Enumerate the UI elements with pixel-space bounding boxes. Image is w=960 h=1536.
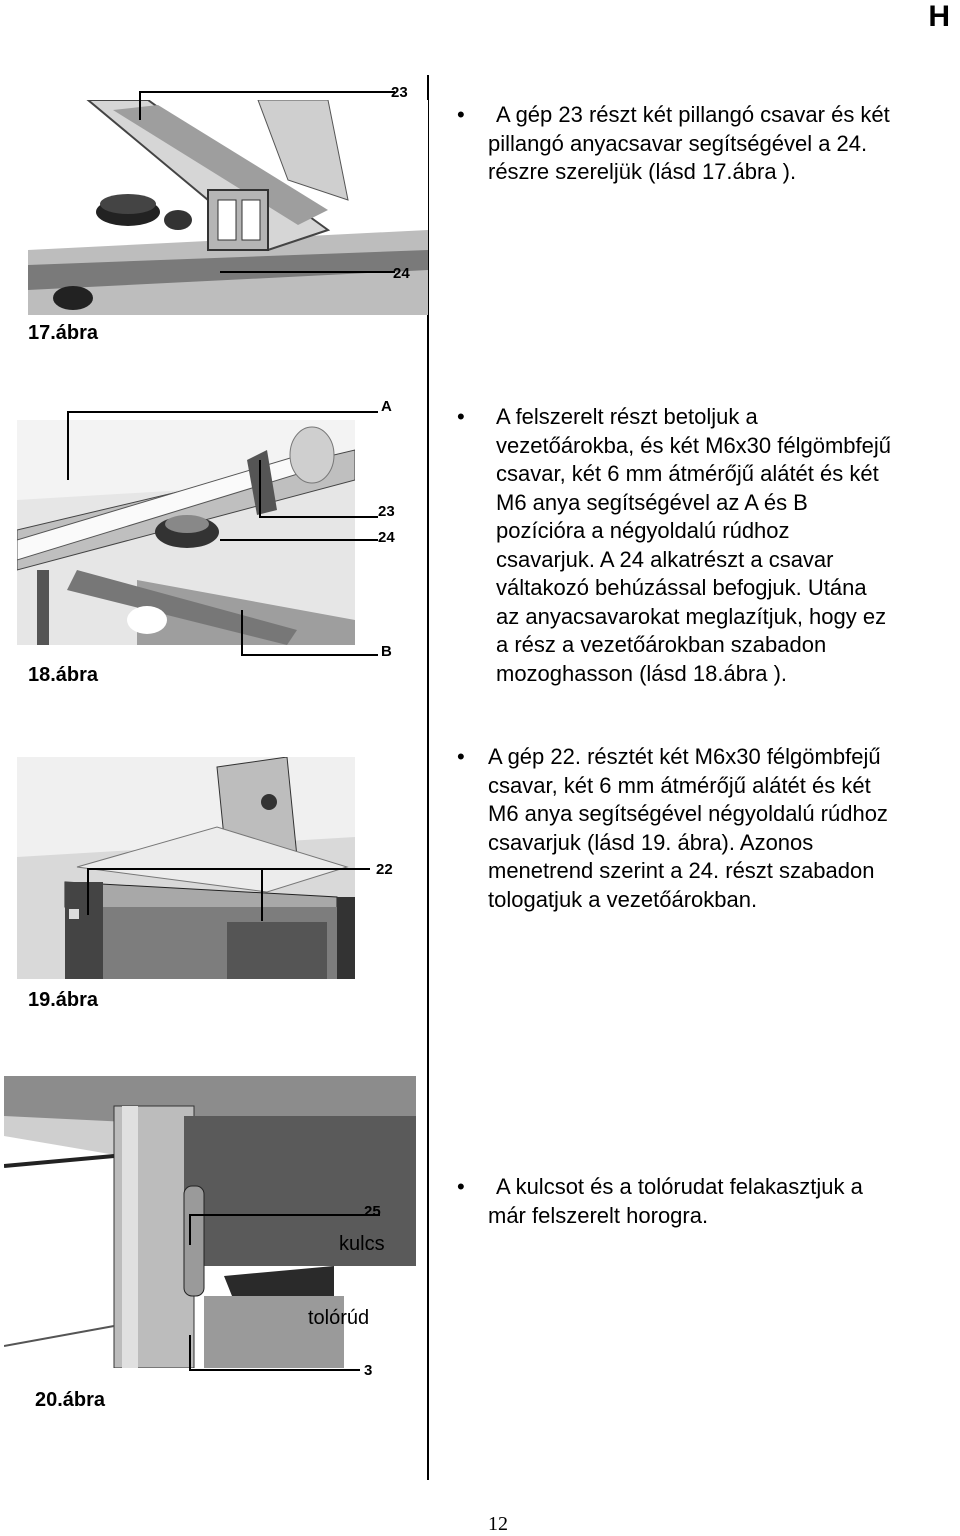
paragraph-1: A gép 23 részt két pillangó csavar és két pillangó anyacsavar segítségével a 24. részre szereljük (lásd 17.ábra ). (488, 102, 890, 184)
figure-18-leaders (60, 400, 400, 660)
figure-20-leaders (180, 1205, 390, 1375)
figure-19-caption: 19.ábra (28, 989, 99, 1011)
bullet-icon: • (457, 744, 465, 769)
label-tolorud: tolórúd (308, 1307, 370, 1329)
bullet-icon: • (457, 404, 465, 429)
label-3: 3 (364, 1362, 373, 1379)
figure-19-leaders (80, 855, 380, 925)
figure-17-leaders (130, 80, 400, 280)
label-A: A (381, 398, 392, 415)
figure-20-caption: 20.ábra (35, 1389, 106, 1411)
label-25: 25 (364, 1203, 381, 1220)
paragraph-2: A felszerelt részt betoljuk a vezetőárokba, és két M6x30 félgömbfejű csavar, két 6 mm átmérőjű alátét és két M6 anya segítségével az A és B pozícióra a négyoldalú rúdhoz csavarjuk. A 24 alkatrészt a csavar váltakozó behúzással befogjuk. Utána az anyacsavarokat meglazítjuk, hogy ez a rész a vezetőárokban szabadon mozoghasson (lásd 18.ábra ). (496, 404, 892, 686)
label-23: 23 (391, 84, 408, 101)
paragraph-3: A gép 22. résztét két M6x30 félgömbfejű csavar, két 6 mm átmérőjű alátét és két M6 anya segítségével négyoldalú rúdhoz csavarjuk (lásd 19. ábra). Azonos menetrend szerint a 24. részt szabadon tologatjuk a vezetőárokban. (488, 744, 888, 912)
figure-17-caption: 17.ábra (28, 322, 99, 344)
figure-18-caption: 18.ábra (28, 664, 99, 686)
label-23: 23 (378, 503, 395, 520)
bullet-icon: • (457, 1174, 465, 1199)
language-marker: H (928, 0, 950, 33)
label-B: B (381, 643, 392, 660)
page-number: 12 (488, 1513, 508, 1535)
label-24: 24 (378, 529, 395, 546)
label-kulcs: kulcs (339, 1233, 385, 1255)
paragraph-4: A kulcsot és a tolórudat felakasztjuk a már felszerelt horogra. (488, 1174, 863, 1228)
label-22: 22 (376, 861, 393, 878)
bullet-icon: • (457, 102, 465, 127)
label-24: 24 (393, 265, 410, 282)
